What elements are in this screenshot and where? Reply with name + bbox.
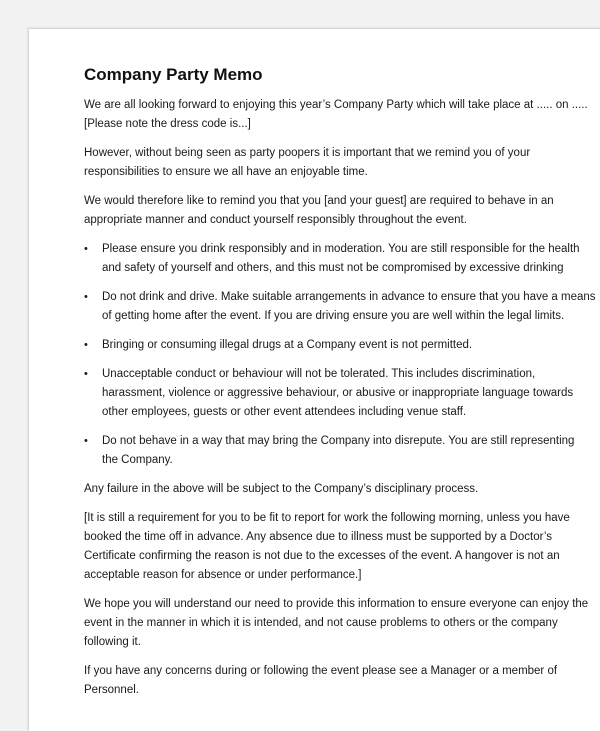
text-line: We are all looking forward to enjoying this year’s Company Party which will take place at ..... on ..... <box>84 99 588 111</box>
memo-title: Company Party Memo <box>84 65 263 84</box>
document-page <box>28 28 600 731</box>
closing-paragraph-1 <box>84 480 584 499</box>
bullet-icon: • <box>84 368 88 380</box>
text-line: other employees, guests or other event attendees including venue staff. <box>102 406 467 418</box>
list-item <box>84 336 584 355</box>
bullet-icon: • <box>84 243 88 255</box>
text-line: Certificate confirming the reason is not due to the excesses of the event. A hangover is not an <box>84 550 560 562</box>
list-item <box>84 288 596 326</box>
text-line: booked the time off in advance. Any absence due to illness must be supported by a Doctor’s <box>84 531 552 543</box>
text-line: However, without being seen as party poopers it is important that we remind you of your <box>84 147 531 159</box>
text-line: responsibilities to ensure we all have an enjoyable time. <box>84 166 368 178</box>
conduct-rules-list <box>84 240 596 470</box>
text-line: Any failure in the above will be subject to the Company’s disciplinary process. <box>84 483 479 495</box>
intro-paragraph-2 <box>84 144 584 182</box>
text-line: acceptable reason for absence or under performance.] <box>84 569 362 581</box>
text-line: [Please note the dress code is...] <box>84 118 251 130</box>
closing-paragraph-2 <box>84 509 584 585</box>
intro-paragraph-3 <box>84 192 584 230</box>
text-line: of getting home after the event. If you are driving ensure you are well within the legal limits. <box>102 310 565 322</box>
intro-section <box>84 96 588 230</box>
bullet-icon: • <box>84 435 88 447</box>
memo-content <box>84 64 596 710</box>
list-item <box>84 240 584 278</box>
text-line: We hope you will understand our need to provide this information to ensure everyone can enjoy the <box>84 598 589 610</box>
text-line: the Company. <box>102 454 173 466</box>
text-line: Personnel. <box>84 684 139 696</box>
text-line: following it. <box>84 636 141 648</box>
text-line: Please ensure you drink responsibly and in moderation. You are still responsible for the health <box>102 243 580 255</box>
closing-paragraph-3 <box>84 595 589 652</box>
bullet-icon: • <box>84 291 88 303</box>
text-line: and safety of yourself and others, and this must not be compromised by excessive drinking <box>102 262 564 274</box>
text-line: If you have any concerns during or following the event please see a Manager or a member of <box>84 665 558 677</box>
text-line: appropriate manner and conduct yourself responsibly throughout the event. <box>84 214 467 226</box>
text-line: [It is still a requirement for you to be fit to report for work the following morning, unless you have <box>84 512 570 524</box>
text-line: Do not behave in a way that may bring the Company into disrepute. You are still representing <box>102 435 575 447</box>
text-line: Bringing or consuming illegal drugs at a Company event is not permitted. <box>102 339 473 351</box>
text-line: Do not drink and drive. Make suitable arrangements in advance to ensure that you have a means <box>102 291 596 303</box>
text-line: harassment, violence or aggressive behaviour, or abusive or inappropriate language towards <box>102 387 574 399</box>
list-item <box>84 432 584 470</box>
closing-section <box>84 480 589 700</box>
list-item <box>84 365 584 422</box>
text-line: event in the manner in which it is intended, and not cause problems to others or the company <box>84 617 558 629</box>
bullet-icon: • <box>84 339 88 351</box>
intro-paragraph-1 <box>84 96 588 134</box>
text-line: We would therefore like to remind you that you [and your guest] are required to behave in an <box>84 195 554 207</box>
text-line: Unacceptable conduct or behaviour will not be tolerated. This includes discrimination, <box>102 368 536 380</box>
closing-paragraph-4 <box>84 662 584 700</box>
